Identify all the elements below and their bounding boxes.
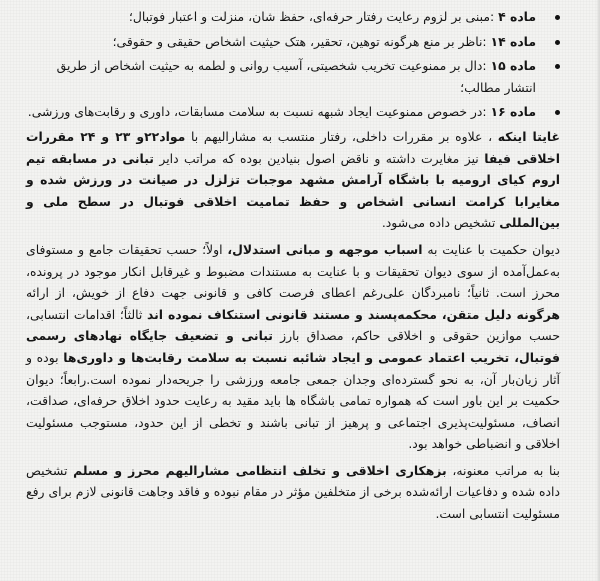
article-item-15 (26, 55, 560, 98)
bullet-icon (555, 110, 560, 115)
bold-phrase: هرگونه دلیل متقن، محکمه‌پسند و مستند قانونی استنکاف نموده اند (146, 306, 560, 322)
bullet-icon (555, 40, 560, 45)
article-item-4 (26, 6, 560, 28)
paragraph-text: تشخیص داده می‌شود. (381, 215, 500, 231)
bold-phrase: غایتا اینکه (497, 128, 560, 144)
article-label: ماده ۴ (498, 9, 536, 24)
article-text: :ناظر بر منع هرگونه توهین، تحقیر، هتک حیثیت اشخاص حقیقی و حقوقی؛ (112, 33, 491, 49)
paragraph-text: اولاً؛ حسب تحقیقات جامع و مستوفای به‌عمل‌آمده از سوی دیوان تحقیقات و با عنایت به مستندات مضبوط و غیرقابل انکار موجود در پرونده، محرز است. ثانیاً؛ نامبردگان علی‌رغم اعطای فرصت کافی و قانونی جهت دفاع از خویش، از ارائه (26, 241, 560, 301)
paragraph-violation-finding (26, 126, 560, 234)
article-text: :مبنی بر لزوم رعایت رفتار حرفه‌ای، حفظ شان، منزلت و اعتبار فوتبال؛ (128, 9, 499, 24)
paragraph-text: نیز مغایرت داشته و ناقض اصول بنیادین بوده که مراتب دایر (153, 150, 485, 166)
article-text: :در خصوص ممنوعیت ایجاد شبهه نسبت به سلامت مسابقات، داوری و رقابت‌های ورزشی. (27, 104, 491, 120)
paragraph-conclusion (26, 460, 560, 525)
paragraph-text: بنا به مراتب معنونه، (446, 462, 560, 478)
paragraph-text: بوده و آثار زیان‌بار آن، به نحو گسترده‌ای وجدان جمعی جامعه ورزشی را جریحه‌دار نموده است.رابعاً؛ دیوان حکمیت بر این باور است که همواره تمامی باشگاه ها باید مقید به رعایت حدود اخلاق حرفه‌ای، صداقت، انصاف، مسئولیت‌پذیری اجتماعی و پرهیز از تبانی باشند و تخطی از این حدود، مستوجب مسئولیت اخلاقی و انضباطی خواهد بود. (26, 349, 560, 452)
paragraph-text: تشخیص داده شده و دفاعیات ارائه‌شده برخی از متخلفین مؤثر در مقام نبوده و فاقد وجاهت قانونی لازم برای رفع مسئولیت انتسابی است. (26, 462, 560, 522)
bold-phrase: تبانی در مسابقه تیم اروم کیای ارومیه با باشگاه آرامش مشهد موجبات تزلزل در صیانت در ورزش شده و مغایرابا کرامت انسانی اشخاص و حفظ تمامیت اخلاقی فوتبال در سطح ملی و بین‌المللی (26, 150, 560, 231)
paragraph-text: دیوان حکمیت با عنایت به (422, 241, 560, 257)
bold-phrase: مواد۲۲و ۲۳ و ۲۴ مقررات اخلاقی فیفا (26, 128, 560, 166)
article-text: :دال بر ممنوعیت تخریب شخصیتی، آسیب روانی و لطمه به حیثیت اشخاص از طریق انتشار مطالب؛ (56, 58, 536, 95)
article-label: ماده ۱۶ (490, 104, 536, 120)
article-label: ماده ۱۵ (490, 58, 536, 74)
bold-phrase: تبانی و تضعیف جایگاه نهادهای رسمی فوتبال، تخریب اعتماد عمومی و ایجاد شائبه نسبت به سلامت رقابت‌ها و داوری‌ها (26, 328, 560, 365)
regulation-articles-list (26, 6, 560, 123)
scan-edge-shadow (596, 0, 600, 581)
bullet-icon (555, 64, 560, 69)
paragraph-text: ثالثاً؛ اقدامات انتسابی، حسب موازین حقوقی و اخلاقی حاکم، مصداق بارز (26, 306, 560, 344)
bullet-icon (555, 15, 560, 20)
bold-phrase: بزهکاری اخلاقی و تخلف انتظامی مشارالیهم محرز و مسلم (73, 462, 447, 478)
article-item-16 (26, 101, 560, 123)
article-label: ماده ۱۴ (490, 33, 536, 49)
paragraph-text: ، علاوه بر مقررات داخلی، رفتار منتسب به مشارالیهم با (185, 128, 498, 144)
paragraph-reasoning (26, 239, 560, 455)
bold-phrase: اسباب موجهه و مبانی استدلال، (227, 241, 423, 257)
article-item-14 (26, 31, 560, 53)
